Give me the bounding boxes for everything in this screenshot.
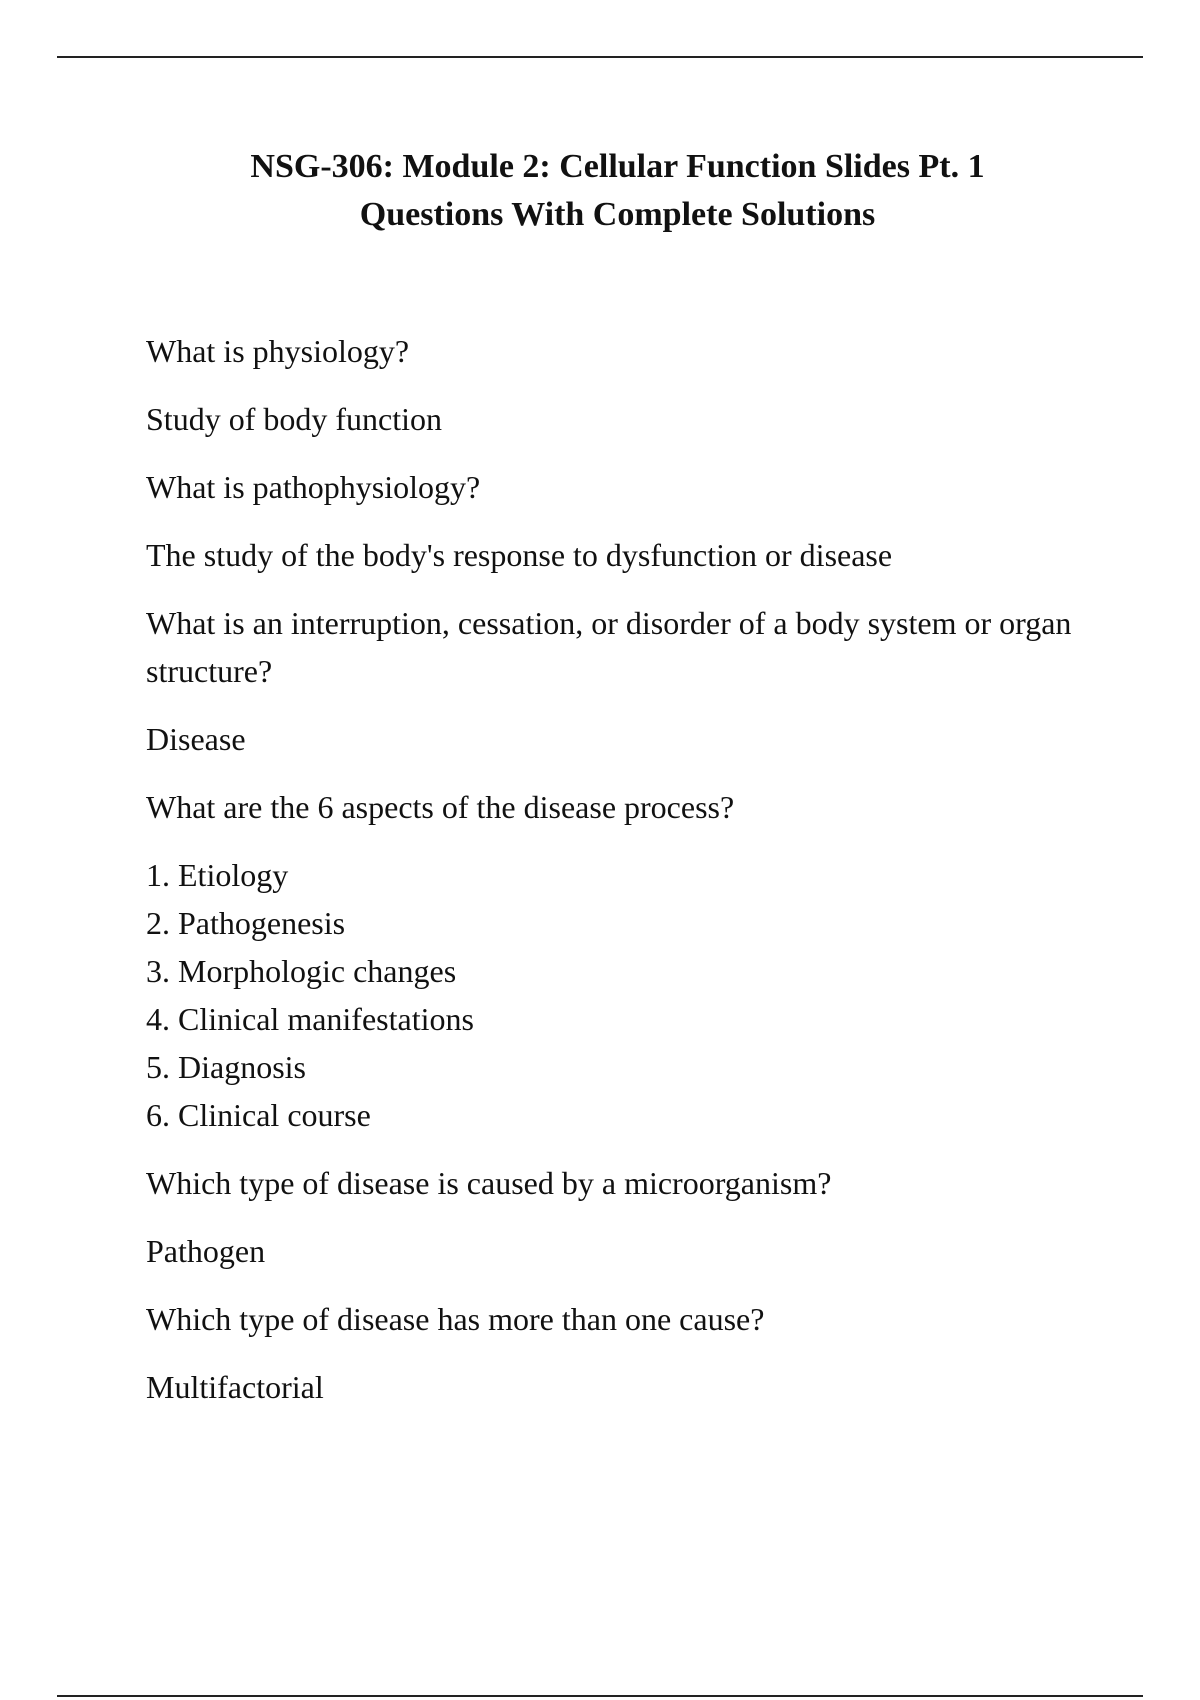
question-4: What are the 6 aspects of the disease process?	[146, 789, 735, 825]
top-divider	[57, 56, 1143, 58]
list-item: 1. Etiology	[146, 857, 289, 893]
list-item: 4. Clinical manifestations	[146, 1001, 474, 1037]
list-item: 5. Diagnosis	[146, 1049, 306, 1085]
answer-3: Disease	[146, 721, 246, 757]
list-item: 6. Clinical course	[146, 1097, 371, 1133]
list-item: 2. Pathogenesis	[146, 905, 346, 941]
answer-1: Study of body function	[146, 401, 442, 437]
question-3: What is an interruption, cessation, or disorder of a body system or organ structure?	[146, 605, 1072, 689]
list-item: 3. Morphologic changes	[146, 953, 457, 989]
answer-2: The study of the body's response to dysfunction or disease	[146, 537, 893, 573]
title-line-1: NSG-306: Module 2: Cellular Function Slides Pt. 1	[250, 148, 985, 185]
question-1: What is physiology?	[146, 333, 410, 369]
bottom-divider	[57, 1695, 1143, 1697]
title-line-2: Questions With Complete Solutions	[359, 196, 876, 233]
question-2: What is pathophysiology?	[146, 469, 481, 505]
question-6: Which type of disease has more than one cause?	[146, 1301, 765, 1337]
question-5: Which type of disease is caused by a microorganism?	[146, 1165, 832, 1201]
answer-6: Multifactorial	[146, 1369, 324, 1405]
answer-4-list	[146, 851, 1106, 1139]
page-title	[0, 143, 1200, 239]
qa-content	[146, 327, 1106, 1431]
answer-5: Pathogen	[146, 1233, 266, 1269]
